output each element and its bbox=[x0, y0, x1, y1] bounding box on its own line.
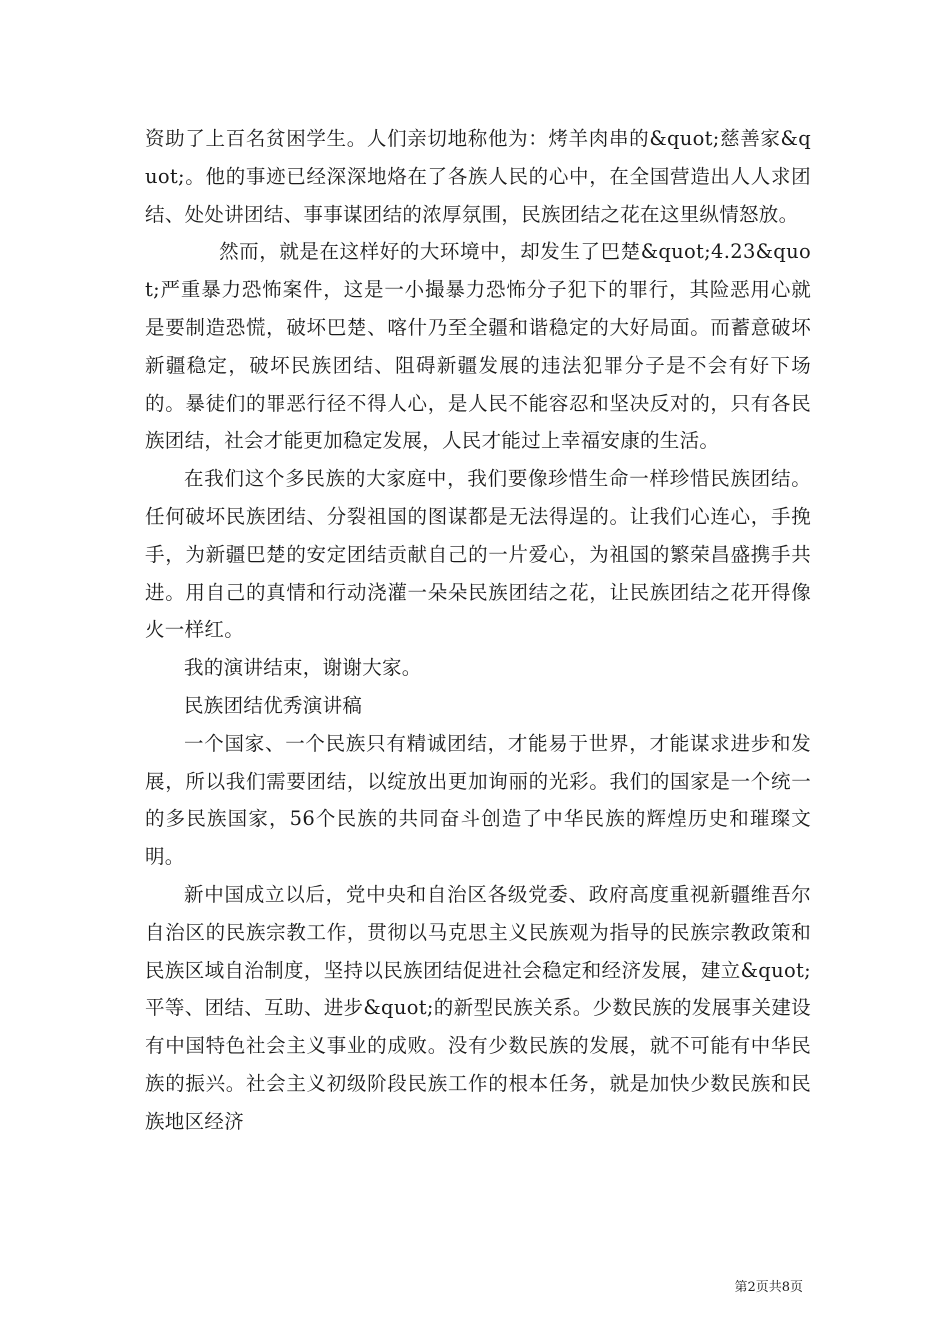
paragraph-closing: 我的演讲结束，谢谢大家。 bbox=[184, 656, 422, 680]
paragraph: 然而，就是在这样好的大环境中，却发生了巴楚&quot;4.23&quot;严重暴力恐怖案件，这是一小撮暴力恐怖分子犯下的罪行，其险恶用心就是要制造恐慌，破坏巴楚、喀什乃至全疆和谐稳定的大好局面。而蓄意破坏新疆稳定，破坏民族团结、阻碍新疆发展的违法犯罪分子是不会有好下场的。暴徒们的罪恶行径不得人心，是人民不能容忍和坚决反对的，只有各民族团结，社会才能更加稳定发展，人民才能过上幸福安康的生活。 bbox=[145, 240, 811, 453]
section-title: 民族团结优秀演讲稿 bbox=[184, 693, 363, 717]
document-body bbox=[145, 120, 811, 1141]
paragraph: 一个国家、一个民族只有精诚团结，才能易于世界，才能谋求进步和发展，所以我们需要团结，以绽放出更加询丽的光彩。我们的国家是一个统一的多民族国家，56个民族的共同奋斗创造了中华民族的辉煌历史和璀璨文明。 bbox=[145, 731, 811, 869]
paragraph: 在我们这个多民族的大家庭中，我们要像珍惜生命一样珍惜民族团结。任何破坏民族团结、分裂祖国的图谋都是无法得逞的。让我们心连心，手挽手，为新疆巴楚的安定团结贡献自己的一片爱心，为祖国的繁荣昌盛携手共进。用自己的真情和行动浇灌一朵朵民族团结之花，让民族团结之花开得像火一样红。 bbox=[145, 467, 811, 642]
page-number: 第2页共8页 bbox=[734, 1280, 803, 1295]
paragraph-continuation: 资助了上百名贫困学生。人们亲切地称他为：烤羊肉串的&quot;慈善家&quot;。他的事迹已经深深地烙在了各族人民的心中，在全国营造出人人求团结、处处讲团结、事事谋团结的浓厚氛围，民族团结之花在这里纵情怒放。 bbox=[145, 127, 811, 226]
paragraph: 新中国成立以后，党中央和自治区各级党委、政府高度重视新疆维吾尔自治区的民族宗教工作，贯彻以马克思主义民族观为指导的民族宗教政策和民族区域自治制度，坚持以民族团结促进社会稳定和经济发展，建立&quot;平等、团结、互助、进步&quot;的新型民族关系。少数民族的发展事关建设有中国特色社会主义事业的成败。没有少数民族的发展，就不可能有中华民族的振兴。社会主义初级阶段民族工作的根本任务，就是加快少数民族和民族地区经济 bbox=[145, 882, 811, 1133]
